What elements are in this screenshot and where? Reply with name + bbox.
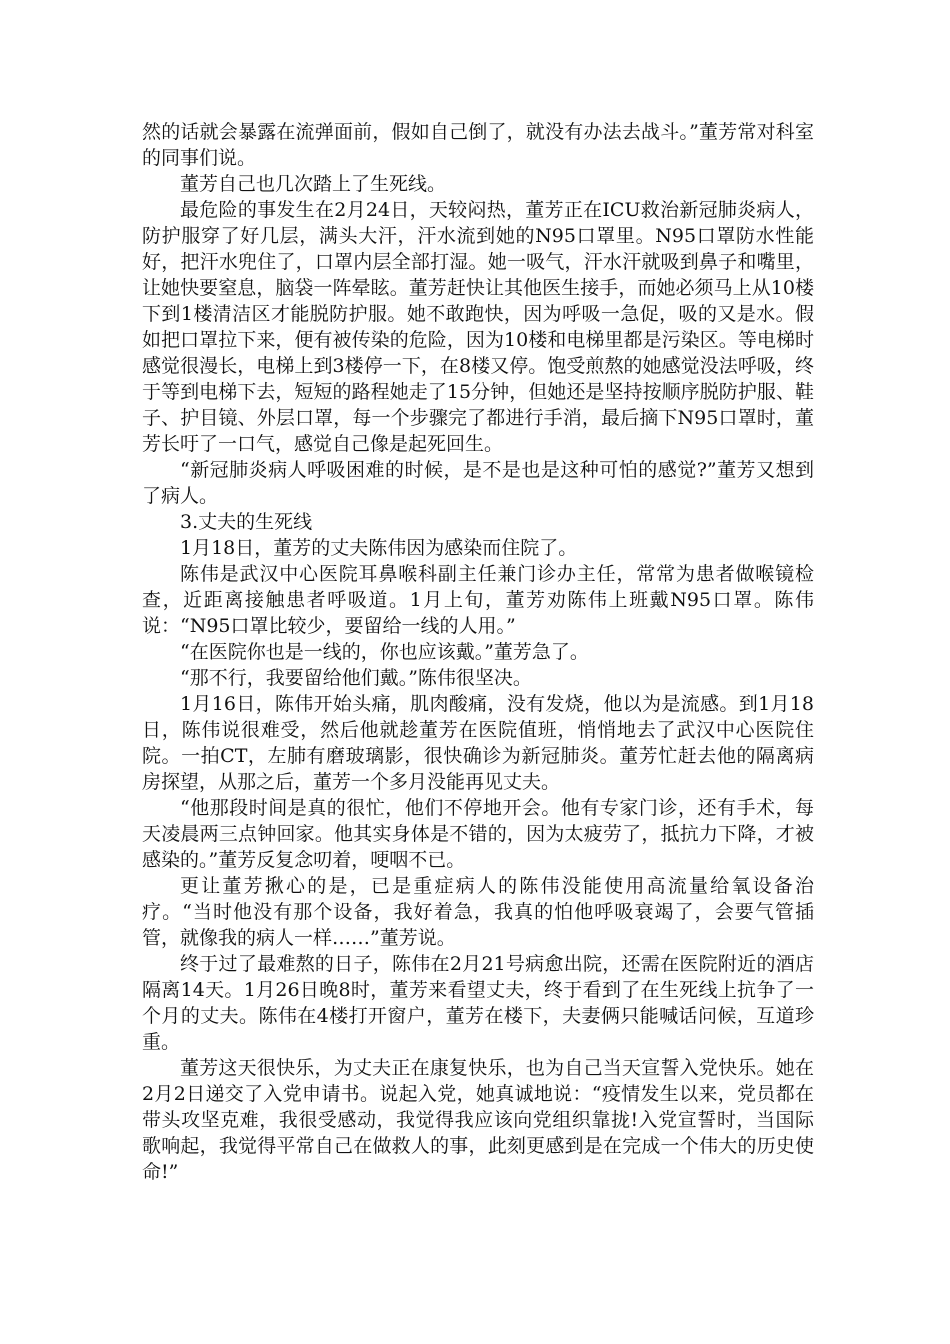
section-heading: 3.丈夫的生死线 — [180, 511, 313, 533]
paragraph: 1月18日，董芳的丈夫陈伟因为感染而住院了。 — [180, 537, 578, 559]
paragraph: 董芳自己也几次踏上了生死线。 — [180, 173, 447, 195]
paragraph: 陈伟是武汉中心医院耳鼻喉科副主任兼门诊办主任，常常为患者做喉镜检查，近距离接触患者呼吸道。1月上旬，董芳劝陈伟上班戴N95口罩。陈伟说：“N95口罩比较少，要留给一线的人用。” — [142, 563, 814, 637]
paragraph: 最危险的事发生在2月24日，天较闷热，董芳正在ICU救治新冠肺炎病人，防护服穿了好几层，满头大汗，汗水流到她的N95口罩里。N95口罩防水性能好，把汗水兜住了，口罩内层全部打湿。她一吸气，汗水汗就吸到鼻子和嘴里，让她快要窒息，脑袋一阵晕眩。董芳赶快让其他医生接手，而她必须马上从10楼下到1楼清洁区才能脱防护服。她不敢跑快，因为呼吸一急促，吸的又是水。假如把口罩拉下来，便有被传染的危险，因为10楼和电梯里都是污染区。等电梯时感觉很漫长，电梯上到3楼停一下，在8楼又停。饱受煎熬的她感觉没法呼吸，终于等到电梯下去，短短的路程她走了15分钟，但她还是坚持按顺序脱防护服、鞋子、护目镜、外层口罩，每一个步骤完了都进行手消，最后摘下N95口罩时，董芳长吁了一口气，感觉自己像是起死回生。 — [142, 199, 814, 455]
paragraph: 然的话就会暴露在流弹面前，假如自己倒了，就没有办法去战斗。”董芳常对科室的同事们说。 — [142, 121, 814, 169]
paragraph: 更让董芳揪心的是，已是重症病人的陈伟没能使用高流量给氧设备治疗。“当时他没有那个设备，我好着急，我真的怕他呼吸衰竭了，会要气管插管，就像我的病人一样……”董芳说。 — [142, 875, 814, 949]
paragraph: 董芳这天很快乐，为丈夫正在康复快乐，也为自己当天宣誓入党快乐。她在2月2日递交了入党申请书。说起入党，她真诚地说：“疫情发生以来，党员都在带头攻坚克难，我很受感动，我觉得我应该向党组织靠拢!入党宣誓时，当国际歌响起，我觉得平常自己在做救人的事，此刻更感到是在完成一个伟大的历史使命!” — [142, 1057, 814, 1183]
paragraph: “在医院你也是一线的，你也应该戴。”董芳急了。 — [180, 641, 589, 663]
document-body — [142, 119, 814, 1185]
paragraph: “那不行，我要留给他们戴。”陈伟很坚决。 — [180, 667, 532, 689]
paragraph: 终于过了最难熬的日子，陈伟在2月21号病愈出院，还需在医院附近的酒店隔离14天。1月26日晚8时，董芳来看望丈夫，终于看到了在生死线上抗争了一个月的丈夫。陈伟在4楼打开窗户，董芳在楼下，夫妻俩只能喊话问候，互道珍重。 — [142, 953, 814, 1053]
paragraph: 1月16日，陈伟开始头痛，肌肉酸痛，没有发烧，他以为是流感。到1月18日，陈伟说很难受，然后他就趁董芳在医院值班，悄悄地去了武汉中心医院住院。一拍CT，左肺有磨玻璃影，很快确诊为新冠肺炎。董芳忙赶去他的隔离病房探望，从那之后，董芳一个多月没能再见丈夫。 — [142, 693, 814, 793]
paragraph: “新冠肺炎病人呼吸困难的时候，是不是也是这种可怕的感觉?”董芳又想到了病人。 — [142, 459, 814, 507]
paragraph: “他那段时间是真的很忙，他们不停地开会。他有专家门诊，还有手术，每天凌晨两三点钟回家。他其实身体是不错的，因为太疲劳了，抵抗力下降，才被感染的。”董芳反复念叨着，哽咽不已。 — [142, 797, 814, 871]
